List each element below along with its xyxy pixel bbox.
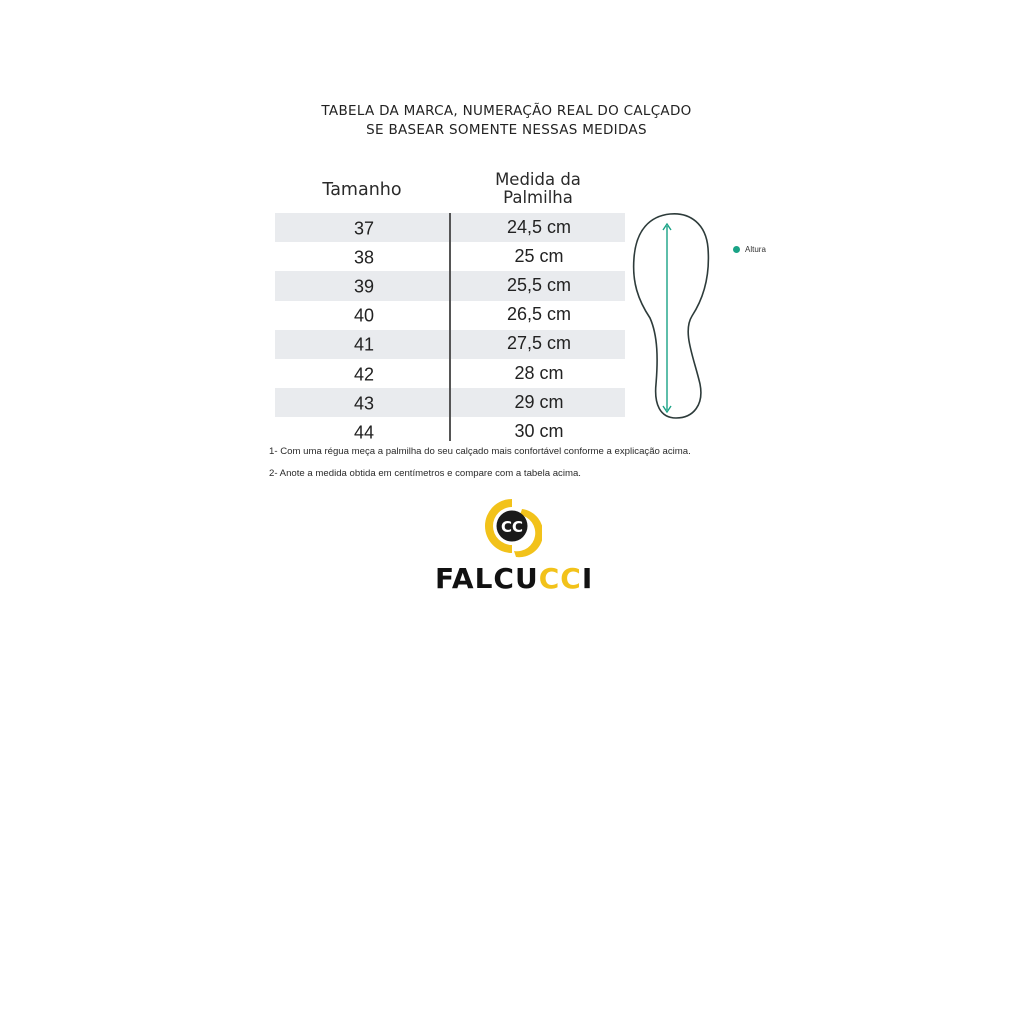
instruction-note-1: 1- Com uma régua meça a palmilha do seu calçado mais confortável conforme a explicação acima. — [269, 446, 691, 457]
insole-outline-icon — [630, 208, 712, 424]
size-cell: 43 — [353, 393, 375, 414]
page-title-line-2: SE BASEAR SOMENTE NESSAS MEDIDAS — [366, 122, 647, 138]
column-header-measure-line-2: Palmilha — [503, 188, 573, 207]
column-header-measure — [470, 171, 606, 207]
legend-dot-icon — [733, 246, 740, 253]
diagram-legend — [733, 244, 766, 254]
measure-cell: 28 cm — [514, 362, 564, 383]
page-title — [0, 102, 1013, 140]
measure-cell: 25,5 cm — [506, 275, 572, 296]
brand-wordmark — [435, 560, 592, 596]
size-cell: 41 — [353, 334, 375, 355]
legend-label: Altura — [745, 244, 766, 254]
measure-cell: 27,5 cm — [506, 333, 572, 354]
column-header-measure-line-1: Medida da — [495, 170, 581, 189]
brand-name-part-3: I — [581, 561, 593, 595]
measure-cell: 30 cm — [514, 420, 564, 441]
page-title-line-1: TABELA DA MARCA, NUMERAÇÃO REAL DO CALÇADO — [321, 103, 692, 119]
logo-mark-text: CC — [500, 518, 524, 536]
measure-cell: 26,5 cm — [506, 304, 572, 325]
brand-name-part-1: FALCU — [435, 561, 539, 595]
column-header-size: Tamanho — [322, 180, 402, 200]
size-cell: 44 — [353, 422, 375, 443]
instruction-note-2: 2- Anote a medida obtida em centímetros e compare com a tabela acima. — [269, 468, 581, 479]
measure-cell: 24,5 cm — [506, 216, 572, 237]
size-cell: 37 — [353, 217, 375, 238]
insole-outline — [634, 214, 709, 418]
size-cell: 42 — [353, 363, 375, 384]
size-cell: 39 — [353, 276, 375, 297]
measure-cell: 29 cm — [514, 391, 564, 412]
size-cell: 38 — [353, 247, 375, 268]
size-cell: 40 — [353, 305, 375, 326]
brand-name-part-2: CC — [538, 561, 582, 595]
measure-cell: 25 cm — [514, 245, 564, 266]
column-divider — [449, 213, 451, 441]
brand-logo-icon — [482, 495, 542, 559]
